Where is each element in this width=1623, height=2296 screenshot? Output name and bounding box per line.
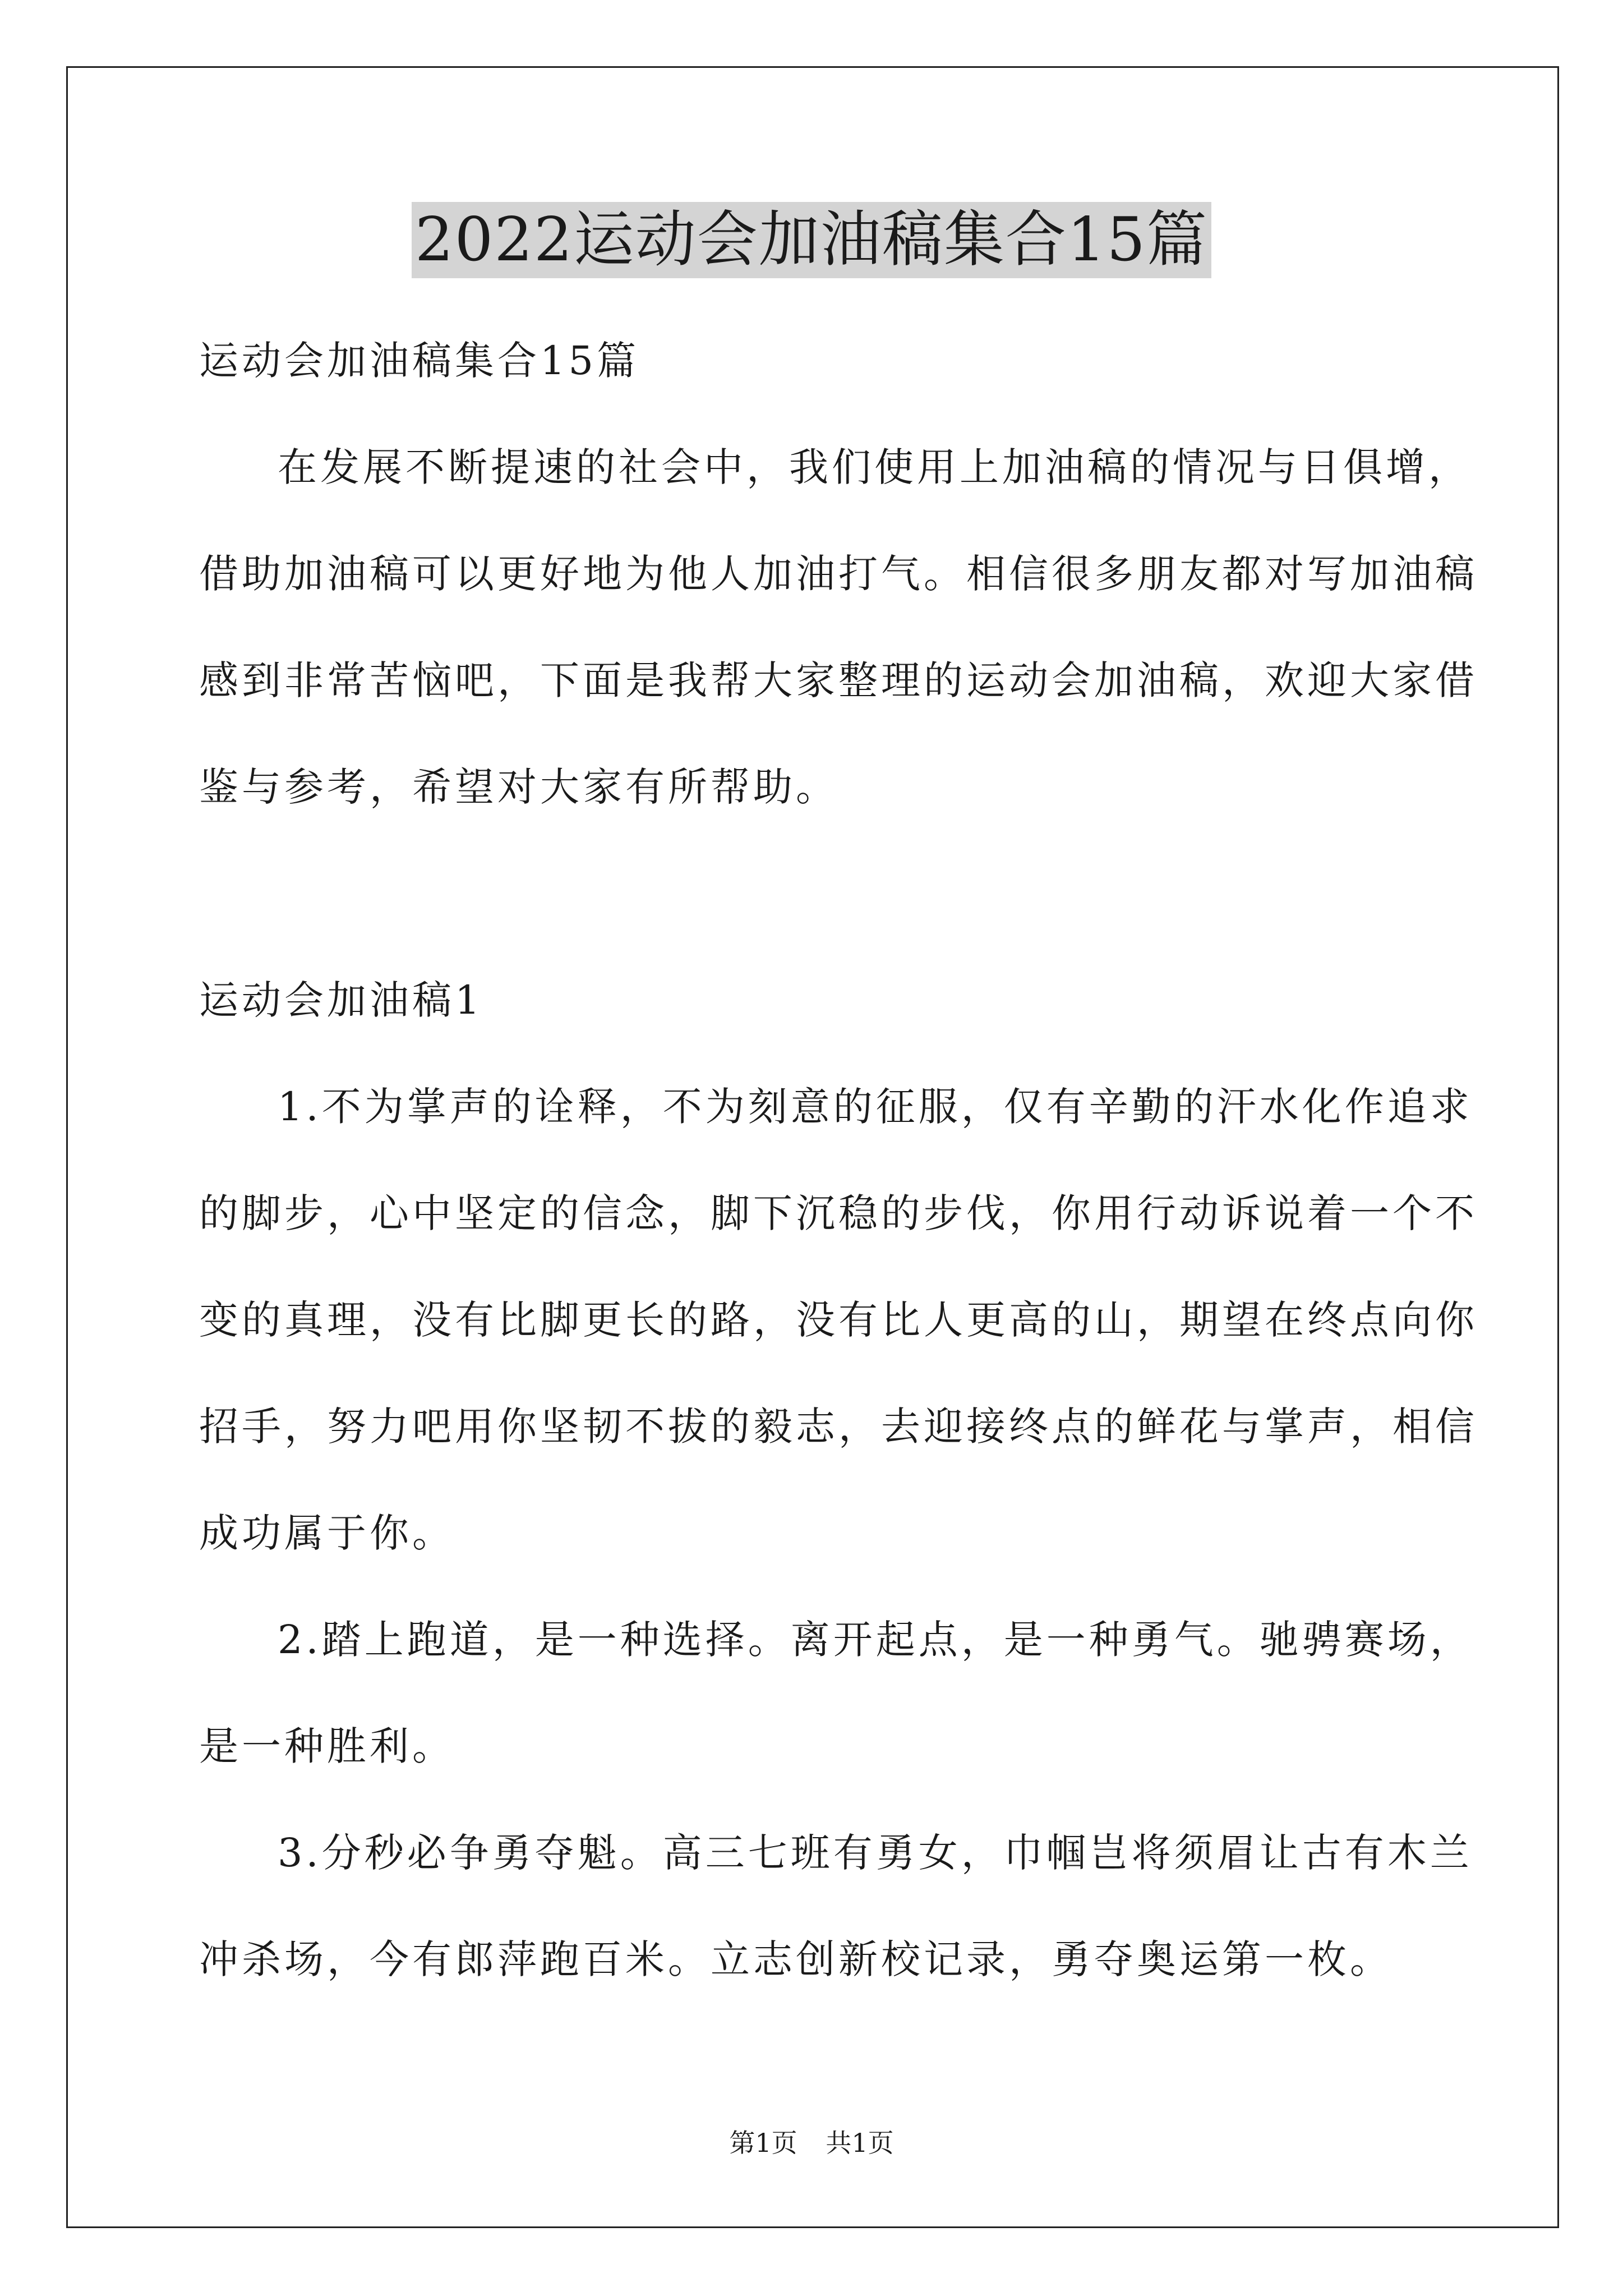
text-line: 是一种胜利。 (199, 1723, 455, 1769)
text-line: 在发展不断提速的社会中，我们使用上加油稿的情况与日俱增， (278, 444, 1471, 490)
text-line: 的脚步，心中坚定的信念，脚下沉稳的步伐，你用行动诉说着一个不 (199, 1190, 1478, 1236)
text-line: 运动会加油稿1 (199, 977, 483, 1023)
blank-line (199, 840, 1433, 947)
title-container (0, 202, 1623, 278)
text-line: 3.分秒必争勇夺魁。高三七班有勇女，巾帼岂将须眉让古有木兰 (278, 1830, 1473, 1876)
text-line: 1.不为掌声的诠释，不为刻意的征服，仅有辛勤的汗水化作追求 (278, 1084, 1473, 1130)
text-line: 2.踏上跑道，是一种选择。离开起点，是一种勇气。驰骋赛场， (278, 1617, 1473, 1663)
text-line: 借助加油稿可以更好地为他人加油打气。相信很多朋友都对写加油稿 (199, 551, 1478, 597)
text-line: 感到非常苦恼吧，下面是我帮大家整理的运动会加油稿，欢迎大家借 (199, 657, 1478, 703)
document-body (199, 307, 1478, 2013)
page-footer (0, 2126, 1623, 2160)
text-line: 成功属于你。 (199, 1510, 455, 1556)
text-line: 冲杀场，今有郎萍跑百米。立志创新校记录，勇夺奥运第一枚。 (199, 1936, 1393, 1982)
text-line: 运动会加油稿集合15篇 (199, 338, 640, 384)
text-line: 招手，努力吧用你坚韧不拔的毅志，去迎接终点的鲜花与掌声，相信 (199, 1404, 1478, 1450)
document-title: 2022运动会加油稿集合15篇 (412, 202, 1211, 278)
text-line: 鉴与参考，希望对大家有所帮助。 (199, 764, 838, 810)
page-number-total: 共1页 (826, 2128, 894, 2158)
page-number-current: 第1页 (729, 2128, 797, 2158)
text-line: 变的真理，没有比脚更长的路，没有比人更高的山，期望在终点向你 (199, 1297, 1478, 1343)
